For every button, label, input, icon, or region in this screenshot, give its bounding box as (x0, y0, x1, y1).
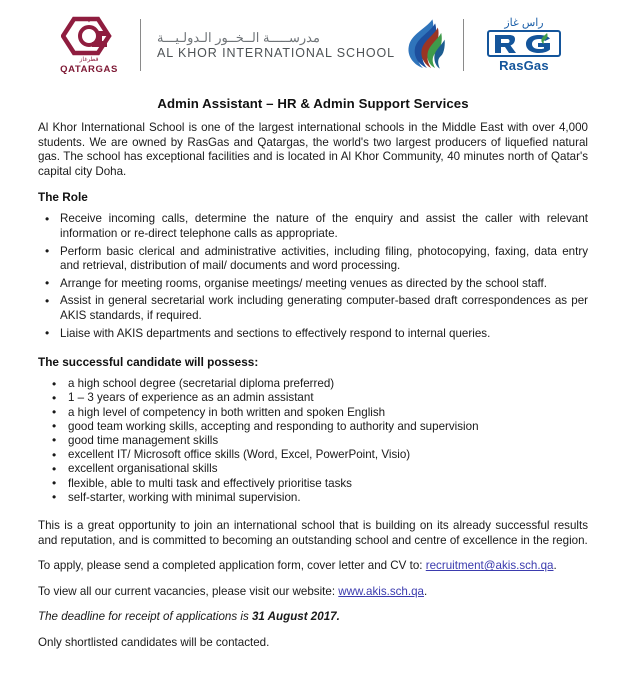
list-item: • self-starter, working with minimal supervision. (38, 491, 588, 505)
apply-tail-text: . (553, 559, 557, 573)
school-flame-emblem (405, 18, 449, 72)
rasgas-logo (478, 17, 570, 73)
apply-lead-text: To apply, please send a completed application form, cover letter and CV to: (38, 559, 426, 573)
candidate-bullet-list (38, 377, 588, 505)
intro-paragraph: Al Khor International School is one of the largest international schools in the Middle East with over 4,000 students. We are owned by RasGas and Qatargas, the world's two largest producers of liquefied natural gas. The school has exceptional facilities and is located in Al Khor Community, 40 minutes north of Qatar's capital city Doha. (38, 121, 588, 178)
list-item: • Liaise with AKIS departments and sections to effectively respond to internal queries. (38, 327, 588, 342)
candidate-heading: The successful candidate will possess: (38, 355, 259, 370)
qatargas-logo (52, 16, 126, 75)
logo-divider-2 (463, 19, 464, 71)
role-bullet-list (38, 212, 588, 341)
qatargas-wordmark: QATARGAS (60, 63, 118, 75)
role-heading: The Role (38, 190, 88, 205)
school-arabic-wordmark: مدرســـــة الــخــور الـدولـيـــة (157, 29, 320, 45)
vacancies-tail-text: . (424, 584, 428, 598)
list-item: • Receive incoming calls, determine the nature of the enquiry and assist the caller with relevant information or re-direct telephone calls as appropriate. (38, 212, 588, 241)
rasgas-arabic-wordmark: راس غاز (504, 17, 544, 29)
logo-header-band (0, 0, 622, 82)
logo-divider-1 (140, 19, 141, 71)
vacancies-paragraph (38, 585, 588, 600)
qatargas-arabic-wordmark: قطرغاز (79, 56, 99, 63)
shortlist-note: Only shortlisted candidates will be contacted. (38, 635, 270, 649)
closing-paragraph: This is a great opportunity to join an international school that is building on its already successful results and reputation, and is committed to becoming an outstanding school and centre of excellence in the region. (38, 518, 588, 547)
list-item: • excellent organisational skills (38, 462, 588, 476)
list-item: • a high school degree (secretarial diploma preferred) (38, 377, 588, 391)
apply-paragraph (38, 559, 588, 574)
list-item: • 1 – 3 years of experience as an admin assistant (38, 391, 588, 405)
list-item: • flexible, able to multi task and effectively prioritise tasks (38, 477, 588, 491)
qatargas-hexagon-monogram-icon (61, 16, 117, 56)
list-item: • Perform basic clerical and administrative activities, including filing, photocopying, faxing, data entry and retrieval, distribution of mail/ documents and word processing. (38, 245, 588, 274)
list-item: • excellent IT/ Microsoft office skills (Word, Excel, PowerPoint, Visio) (38, 448, 588, 462)
rasgas-rg-monogram-icon (487, 30, 561, 57)
deadline-date: 31 August 2017. (251, 610, 340, 624)
deadline-paragraph (38, 610, 588, 625)
list-item: • a high level of competency in both written and spoken English (38, 406, 588, 420)
vacancies-lead-text: To view all our current vacancies, please visit our website: (38, 584, 339, 598)
recruitment-email-link[interactable]: recruitment@akis.sch.qa (425, 559, 554, 573)
website-link[interactable]: www.akis.sch.qa (338, 584, 424, 598)
page-title: Admin Assistant – HR & Admin Support Services (157, 96, 469, 111)
list-item: • Arrange for meeting rooms, organise meetings/ meeting venues as directed by the school staff. (38, 277, 588, 292)
list-item: • good team working skills, accepting and responding to authority and supervision (38, 420, 588, 434)
rasgas-wordmark: RasGas (499, 58, 549, 73)
school-english-wordmark: AL KHOR INTERNATIONAL SCHOOL (157, 45, 395, 60)
school-logo (155, 30, 395, 61)
akis-flame-icon (405, 18, 449, 72)
list-item: • good time management skills (38, 434, 588, 448)
advert-body (0, 96, 622, 651)
list-item: • Assist in general secretarial work including generating computer-based draft correspondences as per AKIS standards, if required. (38, 294, 588, 323)
deadline-lead-text: The deadline for receipt of applications is (38, 610, 252, 624)
